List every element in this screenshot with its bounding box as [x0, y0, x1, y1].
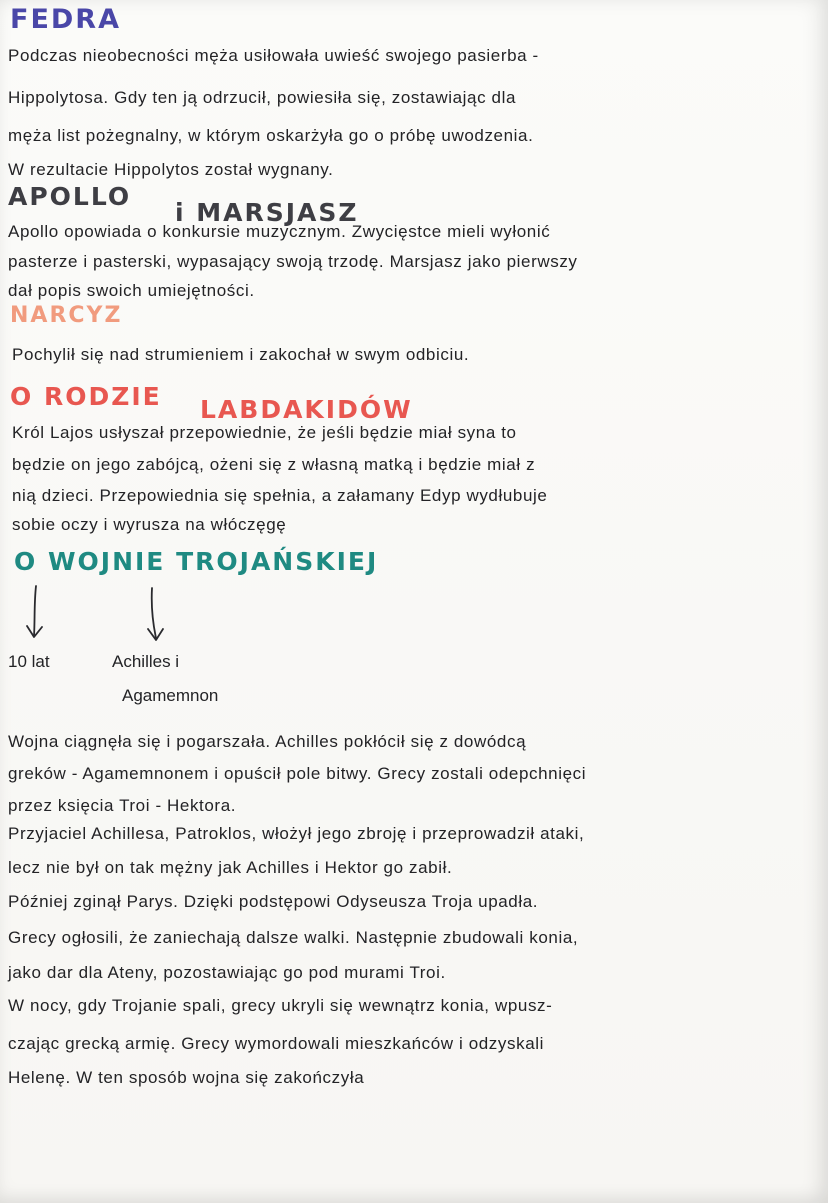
text-line: Później zginął Parys. Dzięki podstępowi Odyseusza Troja upadła. [8, 892, 539, 911]
text-line: pasterze i pasterski, wypasający swoją trzodę. Marsjasz jako pierwszy [8, 252, 578, 271]
note-agamemnon: Agamemnon [122, 686, 219, 705]
text-line: Grecy ogłosili, że zaniechają dalsze walki. Następnie zbudowali konia, [8, 928, 579, 947]
heading-o-wojnie-trojanskiej: O WOJNIE TROJAŃSKIEJ [14, 547, 379, 576]
text-line: męża list pożegnalny, w którym oskarżyła go o próbę uwodzenia. [8, 126, 534, 145]
text-line: nią dzieci. Przepowiednia się spełnia, a załamany Edyp wydłubuje [12, 486, 548, 505]
text-line: Wojna ciągnęła się i pogarszała. Achilles pokłócił się z dowódcą [8, 732, 527, 751]
note-years: 10 lat [8, 652, 50, 671]
arrow-down-icon [27, 586, 42, 637]
text-line: Pochylił się nad strumieniem i zakochał w swym odbiciu. [12, 345, 470, 364]
arrows-diagram [0, 580, 200, 650]
text-line: Helenę. W ten sposób wojna się zakończyła [8, 1068, 365, 1087]
heading-fedra: FEDRA [10, 4, 121, 35]
arrow-down-icon [148, 588, 163, 640]
text-line: W rezultacie Hippolytos został wygnany. [8, 160, 334, 179]
text-line: Przyjaciel Achillesa, Patroklos, włożył jego zbroję i przeprowadził ataki, [8, 824, 585, 843]
text-line: jako dar dla Ateny, pozostawiając go pod murami Troi. [8, 963, 446, 982]
heading-o-rodzie: O RODZIE [10, 382, 162, 411]
text-line: Podczas nieobecności męża usiłowała uwieść swojego pasierba - [8, 46, 539, 65]
text-line: lecz nie był on tak mężny jak Achilles i Hektor go zabił. [8, 858, 453, 877]
heading-marsjasz: i MARSJASZ [175, 198, 359, 227]
text-line: będzie on jego zabójcą, ożeni się z własną matką i będzie miał z [12, 455, 536, 474]
heading-apollo: APOLLO [8, 182, 132, 211]
note-achilles: Achilles i [112, 652, 180, 671]
text-line: dał popis swoich umiejętności. [8, 281, 255, 300]
text-line: przez księcia Troi - Hektora. [8, 796, 237, 815]
heading-labdakidow: LABDAKIDÓW [200, 395, 413, 424]
text-line: Król Lajos usłyszał przepowiednie, że jeśli będzie miał syna to [12, 423, 517, 442]
heading-narcyz: NARCYZ [10, 303, 123, 328]
text-line: greków - Agamemnonem i opuścił pole bitwy. Grecy zostali odepchnięci [8, 764, 587, 783]
text-line: Apollo opowiada o konkursie muzycznym. Zwycięstce mieli wyłonić [8, 222, 551, 241]
text-line: W nocy, gdy Trojanie spali, grecy ukryli się wewnątrz konia, wpusz- [8, 996, 553, 1015]
text-line: czając grecką armię. Grecy wymordowali mieszkańców i odzyskali [8, 1034, 545, 1053]
text-line: sobie oczy i wyrusza na włóczęgę [12, 515, 287, 534]
text-line: Hippolytosa. Gdy ten ją odrzucił, powiesiła się, zostawiając dla [8, 88, 517, 107]
